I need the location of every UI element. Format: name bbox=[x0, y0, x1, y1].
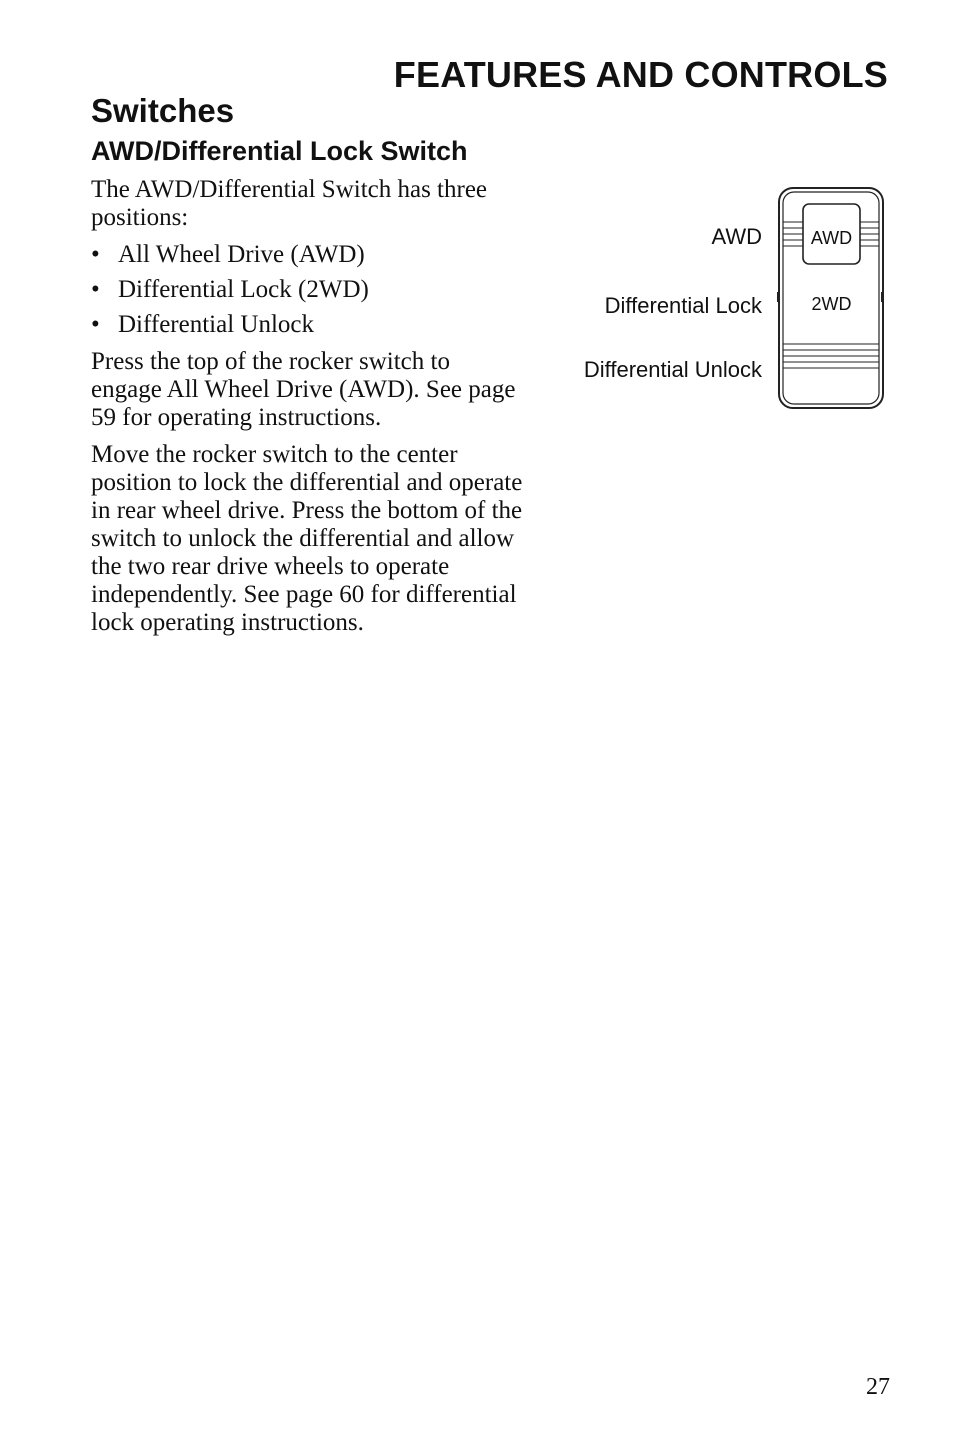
body-text bbox=[91, 176, 523, 646]
awd-paragraph: Press the top of the rocker switch to engage All Wheel Drive (AWD). See page 59 for operating instructions. bbox=[91, 348, 516, 431]
positions-list bbox=[91, 241, 523, 339]
bullet-icon: • bbox=[91, 276, 100, 303]
page-number: 27 bbox=[866, 1374, 890, 1400]
list-item-text: Differential Unlock bbox=[118, 311, 314, 338]
figure-label-awd: AWD bbox=[711, 224, 762, 249]
rocker-switch-diagram bbox=[774, 184, 890, 414]
page-header-title: FEATURES AND CONTROLS bbox=[393, 54, 888, 95]
figure-label-diff-unlock: Differential Unlock bbox=[583, 357, 762, 382]
intro-paragraph: The AWD/Differential Switch has three positions: bbox=[91, 176, 488, 231]
diff-lock-paragraph: Move the rocker switch to the center position to lock the differential and operate in rear wheel drive. Press the bottom of the switch to unlock the differential and allow the two rear drive wheels to operate independently. See page 60 for differential lock operating instructions. bbox=[91, 441, 523, 636]
list-item bbox=[91, 241, 523, 269]
switch-awd-text: AWD bbox=[810, 228, 853, 248]
list-item bbox=[91, 276, 523, 304]
pivot-tab-right bbox=[881, 292, 884, 302]
list-item-text: Differential Lock (2WD) bbox=[118, 276, 369, 303]
bullet-icon: • bbox=[91, 311, 100, 338]
subsection-title: AWD/Differential Lock Switch bbox=[91, 136, 468, 166]
list-item bbox=[91, 311, 523, 339]
section-title: Switches bbox=[91, 92, 235, 129]
bullet-icon: • bbox=[91, 241, 100, 268]
list-item-text: All Wheel Drive (AWD) bbox=[118, 241, 365, 268]
pivot-tab-left bbox=[777, 292, 780, 302]
figure-label-diff-lock: Differential Lock bbox=[604, 293, 762, 318]
switch-2wd-text: 2WD bbox=[811, 294, 852, 314]
